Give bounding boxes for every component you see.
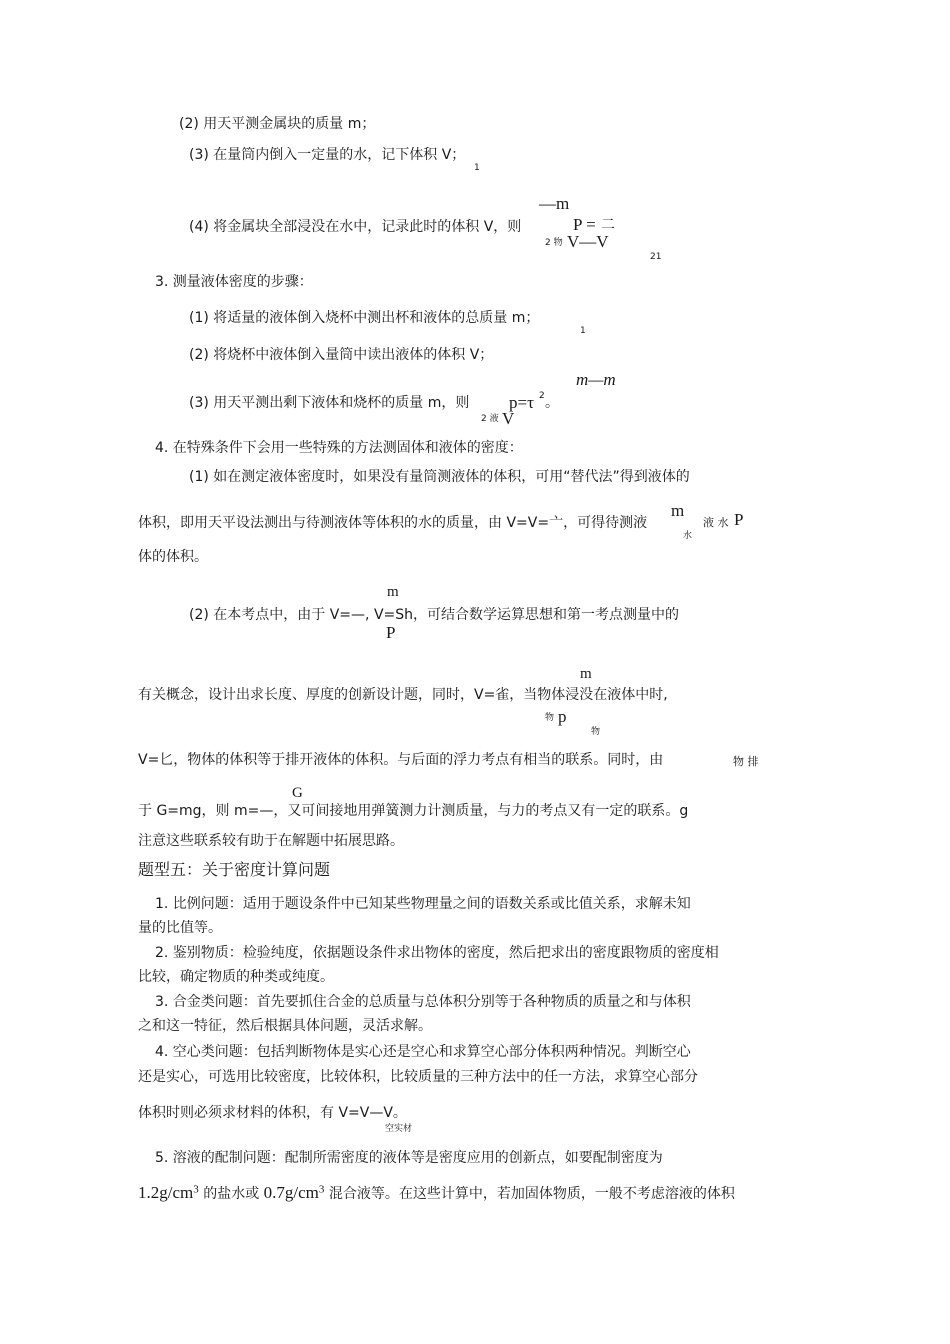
section-special-methods: 4. 在特殊条件下会用一些特殊的方法测固体和液体的密度： bbox=[155, 440, 523, 456]
item-5-line-1: 5. 溶液的配制问题：配制所需密度的液体等是密度应用的创新点，如要配制密度为 bbox=[155, 1150, 663, 1166]
subscript: 液 水 bbox=[703, 516, 729, 529]
formula-numerator: G bbox=[292, 785, 303, 801]
density-value: 1.2g/cm bbox=[138, 1183, 194, 1202]
rho-symbol: P = bbox=[573, 215, 596, 234]
method-1-line-1: (1) 如在测定液体密度时，如果没有量筒测液体的体积，可用“替代法”得到液体的 bbox=[189, 469, 690, 485]
subscript: 1 bbox=[580, 326, 586, 336]
subscript: 水 bbox=[683, 531, 693, 541]
superscript: 3 bbox=[193, 1183, 199, 1196]
formula-denominator: V bbox=[502, 409, 515, 428]
formula-numerator: m—m bbox=[576, 370, 616, 389]
rho-symbol: P bbox=[734, 510, 744, 529]
formula-denominator: V—V bbox=[567, 232, 609, 251]
item-1-line-1: 1. 比例问题：适用于题设条件中已知某些物理量之间的语数关系或比值关系，求解未知 bbox=[155, 896, 691, 912]
step-weigh-metal: (2) 用天平测金属块的质量 m； bbox=[179, 116, 376, 132]
item-5-line-2 bbox=[138, 1184, 735, 1201]
section-title: 题型五：关于密度计算问题 bbox=[138, 860, 331, 879]
item-2-line-2: 比较，确定物质的种类或纯度。 bbox=[138, 969, 334, 985]
superscript: 2 bbox=[539, 391, 545, 401]
subscript: 物 bbox=[591, 727, 601, 737]
subscript: 物 排 bbox=[733, 755, 759, 768]
text-fragment: 的盐水或 bbox=[198, 1186, 264, 1202]
formula-numerator: —m bbox=[539, 194, 570, 213]
subscript: 空实材 bbox=[385, 1124, 413, 1134]
item-4-line-1: 4. 空心类问题：包括判断物体是实心还是空心和求算空心部分体积两种情况。判断空心 bbox=[155, 1044, 691, 1060]
item-1-line-2: 量的比值等。 bbox=[138, 920, 222, 936]
formula-numerator: m bbox=[671, 501, 685, 520]
density-value: 0.7g/cm bbox=[263, 1183, 319, 1202]
section-liquid-density-steps: 3. 测量液体密度的步骤： bbox=[155, 274, 313, 290]
item-4-line-2: 还是实心，可选用比较密度，比较体积，比较质量的三种方法中的任一方法，求算空心部分 bbox=[138, 1069, 698, 1085]
step-submerge-metal: (4) 将金属块全部浸没在水中，记录此时的体积 V，则 bbox=[189, 219, 522, 235]
liquid-step-2: (2) 将烧杯中液体倒入量筒中读出液体的体积 V； bbox=[189, 347, 494, 363]
rho-symbol: p bbox=[558, 707, 567, 726]
formula-numerator: m bbox=[387, 584, 399, 600]
text-fragment: 混合液等。在这些计算中，若加固体物质，一般不考虑溶液的体积 bbox=[324, 1186, 735, 1202]
rho-symbol: p=τ bbox=[509, 393, 534, 412]
item-3-line-1: 3. 合金类问题：首先要抓住合金的总质量与总体积分别等于各种物质的质量之和与体积 bbox=[155, 994, 691, 1010]
method-2-line-4: 于 G=mg，则 m=—，又可间接地用弹簧测力计测质量，与力的考点又有一定的联系。g bbox=[138, 803, 689, 819]
method-2-line-5: 注意这些联系较有助于在解题中拓展思路。 bbox=[138, 833, 404, 849]
subscript: 2 液 bbox=[481, 414, 499, 424]
rho-symbol: P bbox=[386, 623, 396, 642]
item-4-line-3: 体积时则必须求材料的体积，有 V=V—V。 bbox=[138, 1105, 407, 1121]
formula-fragment: 二 bbox=[601, 217, 615, 233]
method-1-line-2: 体积，即用天平设法测出与待测液体等体积的水的质量，由 V=V=亠，可得待测液 bbox=[138, 515, 648, 531]
item-2-line-1: 2. 鉴别物质：检验纯度，依据题设条件求出物体的密度，然后把求出的密度跟物质的密度相 bbox=[155, 945, 719, 961]
subscript: 2 物 bbox=[545, 238, 563, 248]
liquid-step-1: (1) 将适量的液体倒入烧杯中测出杯和液体的总质量 m； bbox=[189, 310, 540, 326]
method-1-line-3: 体的体积。 bbox=[138, 549, 208, 565]
subscript: 21 bbox=[650, 252, 662, 262]
punctuation: 。 bbox=[545, 395, 559, 411]
liquid-step-3: (3) 用天平测出剩下液体和烧杯的质量 m，则 bbox=[189, 395, 470, 411]
method-2-line-2: 有关概念，设计出求长度、厚度的创新设计题，同时，V=雀，当物体浸没在液体中时, bbox=[138, 687, 668, 703]
formula-numerator: m bbox=[580, 666, 592, 682]
superscript: 3 bbox=[318, 1183, 325, 1196]
method-2-line-1: (2) 在本考点中，由于 V=—, V=Sh，可结合数学运算思想和第一考点测量中的 bbox=[189, 607, 680, 623]
item-3-line-2: 之和这一特征，然后根据具体问题，灵活求解。 bbox=[138, 1018, 432, 1034]
subscript: 物 bbox=[545, 713, 555, 723]
method-2-line-3: V=匕，物体的体积等于排开液体的体积。与后面的浮力考点有相当的联系。同时，由 bbox=[138, 752, 664, 768]
step-pour-water: (3) 在量筒内倒入一定量的水，记下体积 V； bbox=[189, 147, 466, 163]
subscript: 1 bbox=[474, 163, 480, 173]
